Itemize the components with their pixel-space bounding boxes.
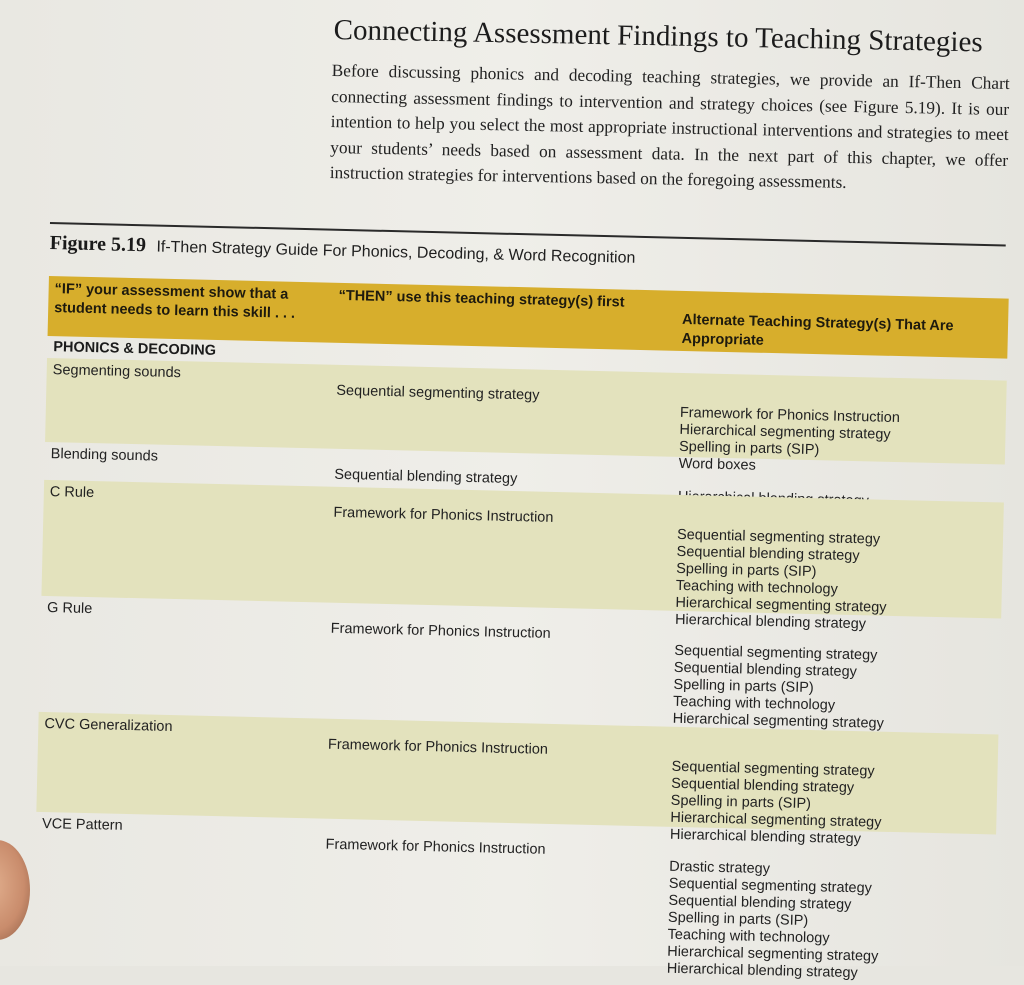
alternate-strategy: Spelling in parts (SIP) — [670, 792, 812, 813]
alternate-strategy: Teaching with technology — [672, 693, 836, 714]
table-row — [34, 809, 997, 982]
strategy-cell: Framework for Phonics Instruction — [325, 836, 546, 858]
alternate-strategy: Spelling in parts (SIP) — [673, 676, 814, 697]
alternate-strategy: Teaching with technology — [675, 577, 839, 598]
section-heading: Connecting Assessment Findings to Teaching Strategies — [333, 14, 983, 59]
table-row — [41, 480, 1003, 633]
alternate-strategy: Sequential blending strategy — [670, 775, 855, 797]
alternate-strategy: Sequential segmenting strategy — [671, 758, 875, 780]
thumb-photo — [0, 840, 30, 940]
figure-number: Figure 5.19 — [49, 232, 147, 257]
skill-cell: VCE Pattern — [41, 815, 123, 834]
alternate-strategy: Sequential segmenting strategy — [668, 875, 873, 897]
alternate-strategy: Hierarchical blending strategy — [666, 960, 858, 982]
figure-5-19 — [34, 232, 1010, 982]
alternate-strategy: Spelling in parts (SIP) — [676, 560, 817, 581]
strategy-cell: Framework for Phonics Instruction — [327, 736, 549, 758]
header-alternate: Alternate Teaching Strategy(s) That Are Appropriate — [681, 311, 954, 349]
skill-cell: CVC Generalization — [44, 716, 173, 736]
skill-cell: Segmenting sounds — [52, 362, 182, 382]
alternate-strategy: Hierarchical segmenting strategy — [667, 943, 879, 965]
strategy-cell: Sequential segmenting strategy — [336, 382, 540, 404]
alternate-strategy: Hierarchical segmenting strategy — [675, 594, 887, 616]
alternate-strategy: Hierarchical blending strategy — [674, 611, 867, 633]
alternate-strategy: Sequential blending strategy — [673, 659, 858, 681]
header-then: “THEN” use this teaching strategy(s) first — [338, 287, 625, 311]
table-row — [39, 596, 1001, 735]
section-label: PHONICS & DECODING — [53, 339, 217, 359]
alternate-strategy: Spelling in parts (SIP) — [678, 438, 820, 459]
skill-cell: C Rule — [49, 484, 95, 502]
intro-paragraph: Before discussing phonics and decoding teaching strategies, we provide an If-Then Chart connecting assessment findings to intervention and strategy choices (see Figure 5.19). It is our intention to help you select the most appropriate instructional interventions and strategies to meet your students’ needs based on assessment data. In the next part of this chapter, we offer instruction strategies for interventions based on the foregoing assessments. — [329, 60, 1010, 192]
alternate-strategy: Hierarchical segmenting strategy — [672, 710, 884, 732]
alternate-strategy: Sequential blending strategy — [676, 543, 860, 565]
header-if: “IF” your assessment show that a student needs to learn this skill . . . — [54, 281, 296, 322]
alternate-strategy: Sequential segmenting strategy — [674, 642, 878, 664]
strategy-cell: Sequential blending strategy — [334, 466, 518, 488]
alternate-strategy: Sequential blending strategy — [668, 892, 852, 914]
alternate-strategy: Word boxes — [678, 455, 756, 474]
alternate-strategy: Hierarchical blending strategy — [669, 826, 862, 848]
strategy-cell: Framework for Phonics Instruction — [333, 504, 554, 526]
alternate-strategy: Framework for Phonics Instruction — [679, 404, 901, 427]
alternate-strategy: Sequential segmenting strategy — [676, 526, 881, 548]
skill-cell: Blending sounds — [50, 446, 159, 465]
alternates-cell — [667, 859, 990, 985]
table-body — [34, 358, 1007, 982]
skill-cell: G Rule — [46, 600, 93, 618]
alternate-strategy: Hierarchical segmenting strategy — [679, 421, 891, 443]
figure-title — [49, 232, 1009, 285]
alternate-strategy: Hierarchical segmenting strategy — [670, 809, 882, 831]
figure-caption: If-Then Strategy Guide For Phonics, Decoding, & Word Recognition — [156, 238, 636, 267]
strategy-cell: Framework for Phonics Instruction — [330, 620, 551, 642]
alternate-strategy: Spelling in parts (SIP) — [667, 909, 809, 930]
alternate-strategy: Drastic strategy — [669, 858, 771, 878]
alternate-strategy: Teaching with technology — [667, 926, 830, 947]
